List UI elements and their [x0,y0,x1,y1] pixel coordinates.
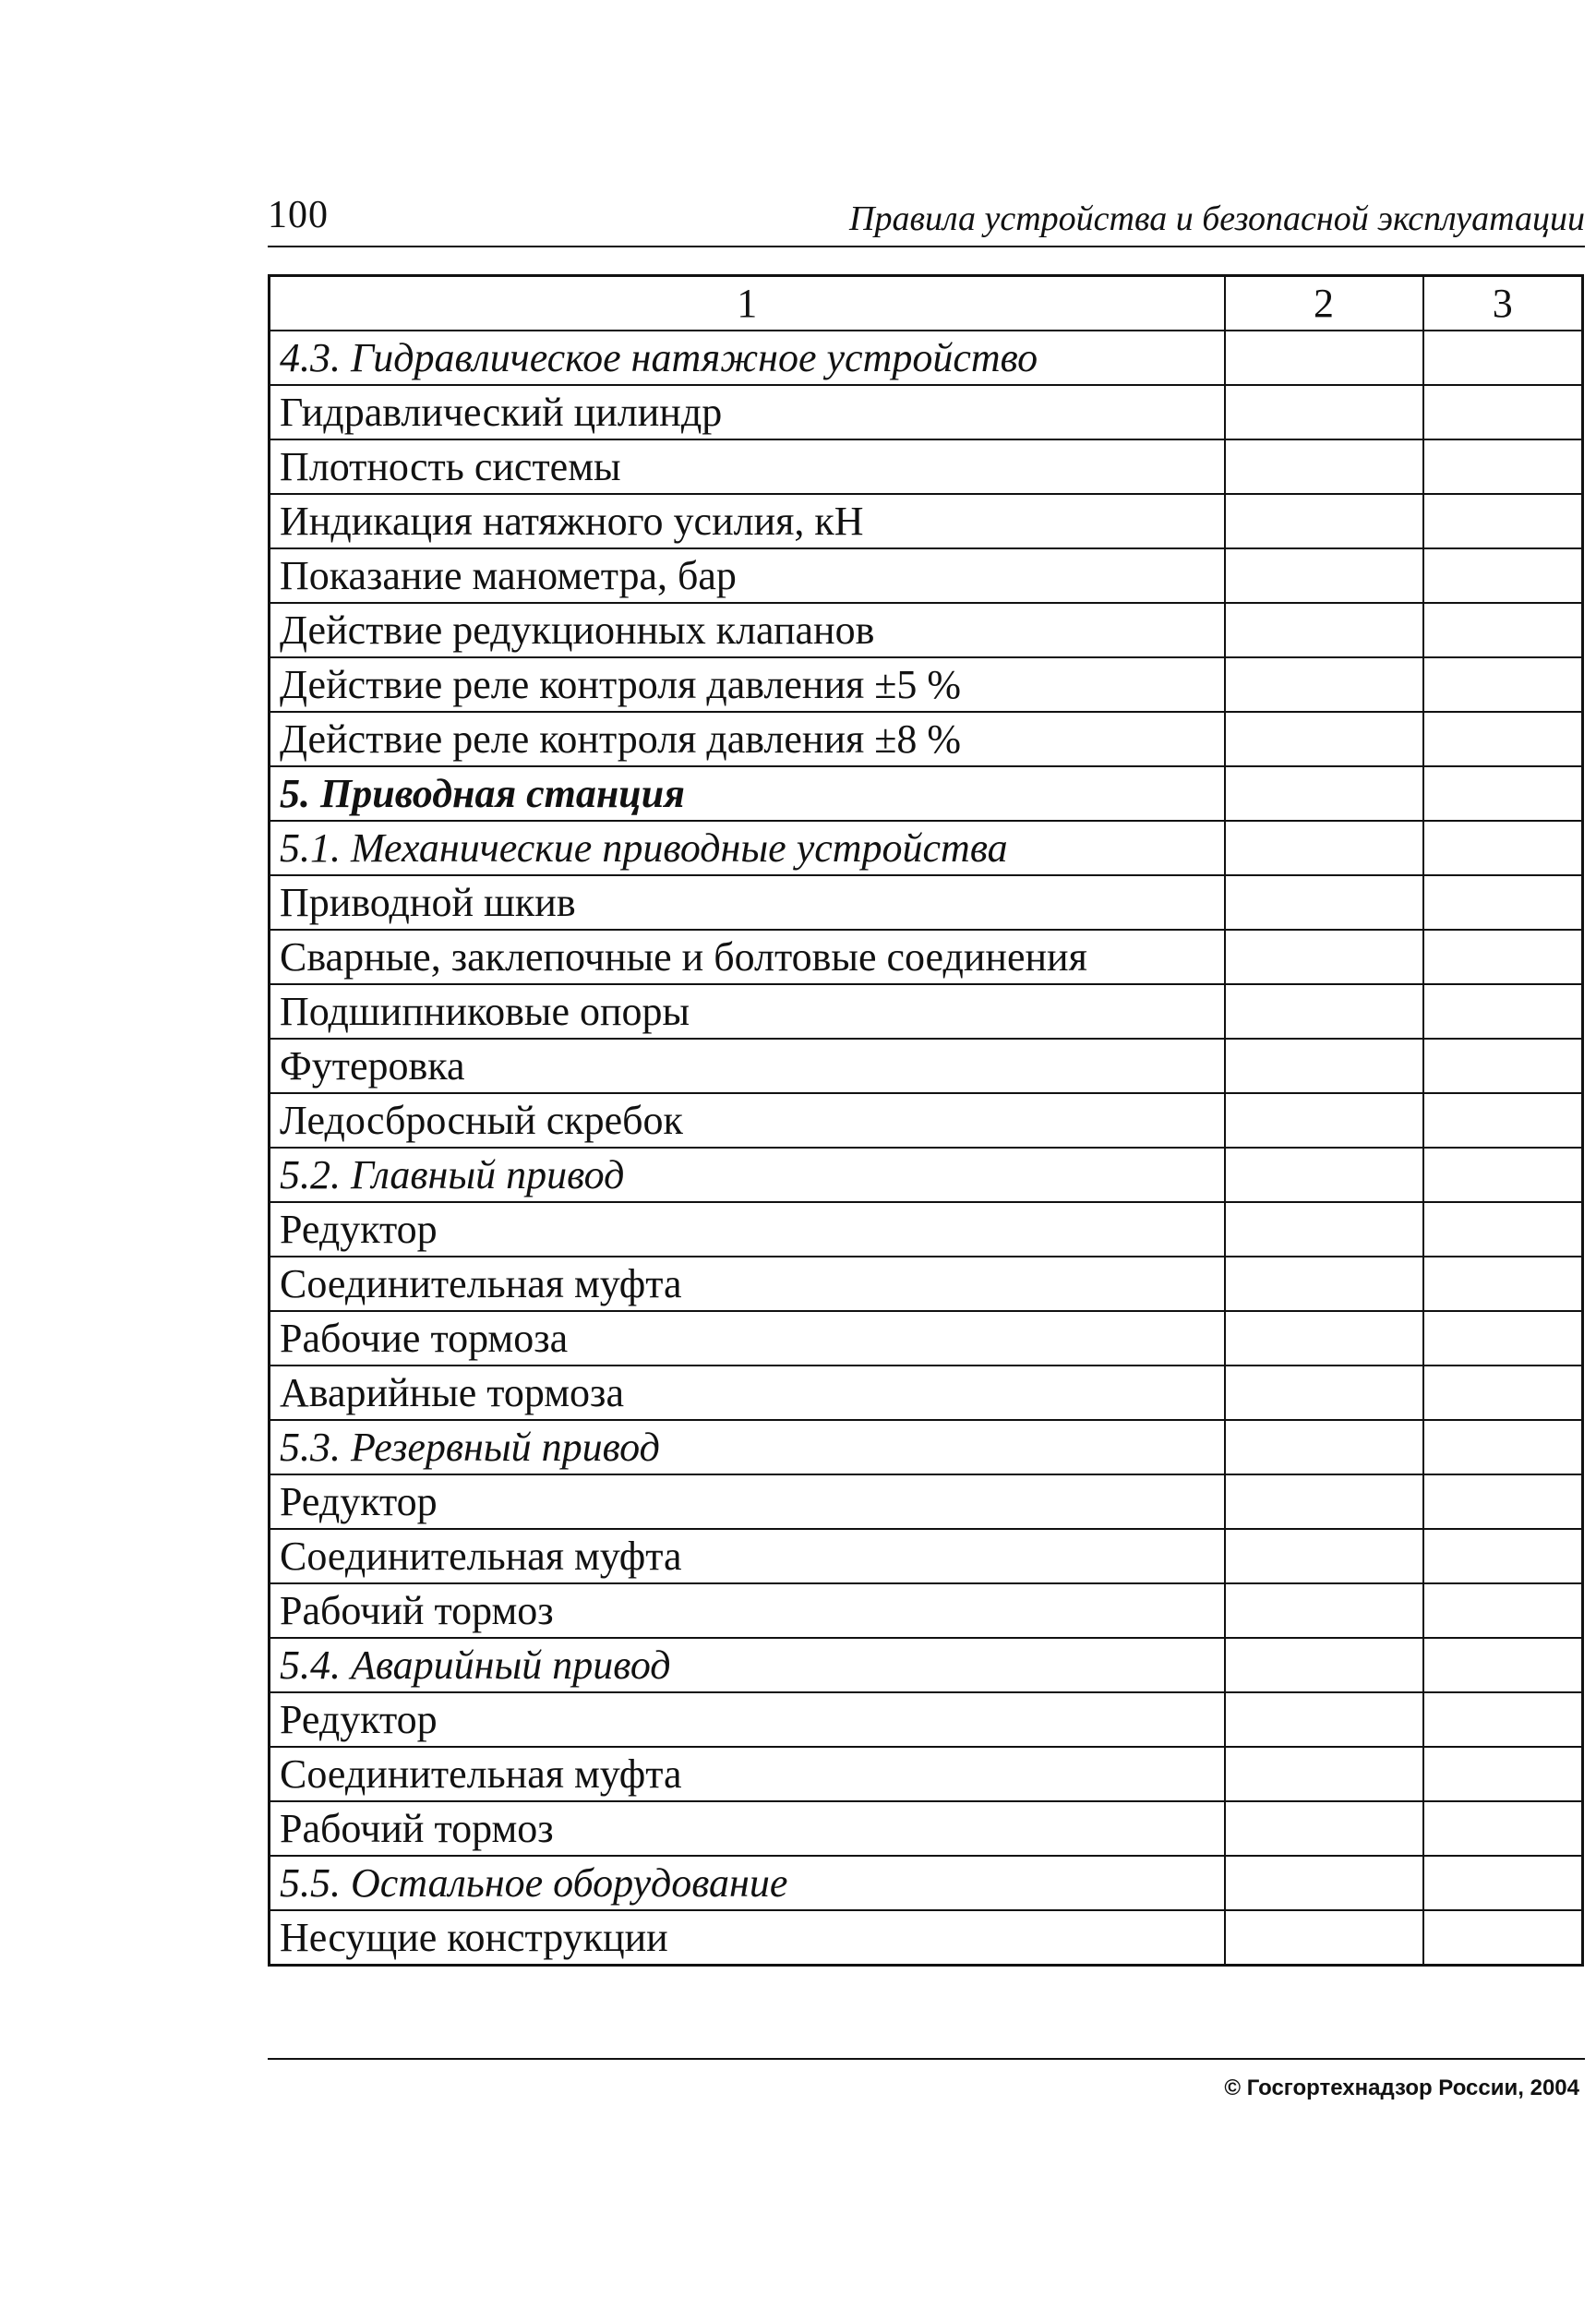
column-2-cell[interactable] [1225,1202,1423,1257]
table-row [270,712,1583,766]
column-3-cell[interactable] [1423,548,1583,603]
inspection-table [268,274,1584,1967]
column-2-cell[interactable] [1225,1311,1423,1366]
row-label: Подшипниковые опоры [270,984,1225,1039]
column-3-cell[interactable] [1423,1747,1583,1801]
table-row [270,548,1583,603]
column-3-cell[interactable] [1423,821,1583,875]
row-label: Гидравлический цилиндр [270,385,1225,439]
row-label: 4.3. Гидравлическое натяжное устройство [270,331,1225,385]
column-2-cell[interactable] [1225,1747,1423,1801]
header-rule [268,246,1585,247]
table-row [270,930,1583,984]
table-row [270,1910,1583,1966]
table-header [270,276,1583,331]
table-row [270,1638,1583,1692]
row-label: Аварийные тормоза [270,1366,1225,1420]
row-label: Показание манометра, бар [270,548,1225,603]
table-row [270,875,1583,930]
column-2-cell[interactable] [1225,494,1423,548]
table-row [270,1692,1583,1747]
column-3-cell[interactable] [1423,1202,1583,1257]
column-2-cell[interactable] [1225,821,1423,875]
table-row [270,1801,1583,1856]
column-2-cell[interactable] [1225,385,1423,439]
column-2-cell[interactable] [1225,331,1423,385]
row-label: 5. Приводная станция [270,766,1225,821]
table-row [270,1311,1583,1366]
column-2-cell[interactable] [1225,984,1423,1039]
column-header-2: 2 [1225,276,1423,331]
table-row [270,331,1583,385]
row-label: Плотность системы [270,439,1225,494]
row-label: Действие реле контроля давления ±5 % [270,657,1225,712]
column-3-cell[interactable] [1423,1856,1583,1910]
column-2-cell[interactable] [1225,1910,1423,1966]
column-3-cell[interactable] [1423,385,1583,439]
column-3-cell[interactable] [1423,766,1583,821]
table-row [270,1747,1583,1801]
row-label: Футеровка [270,1039,1225,1093]
row-label: Несущие конструкции [270,1910,1225,1966]
column-2-cell[interactable] [1225,1529,1423,1583]
table-row [270,1093,1583,1148]
row-label: Индикация натяжного усилия, кН [270,494,1225,548]
column-3-cell[interactable] [1423,930,1583,984]
column-2-cell[interactable] [1225,1583,1423,1638]
table-row [270,1420,1583,1474]
column-3-cell[interactable] [1423,1474,1583,1529]
column-3-cell[interactable] [1423,1148,1583,1202]
column-3-cell[interactable] [1423,1093,1583,1148]
column-3-cell[interactable] [1423,1910,1583,1966]
column-3-cell[interactable] [1423,439,1583,494]
table-row [270,1039,1583,1093]
column-3-cell[interactable] [1423,1366,1583,1420]
column-3-cell[interactable] [1423,1529,1583,1583]
column-2-cell[interactable] [1225,1148,1423,1202]
column-2-cell[interactable] [1225,930,1423,984]
column-2-cell[interactable] [1225,657,1423,712]
column-header-1: 1 [270,276,1225,331]
page-number: 100 [268,194,329,236]
row-label: 5.5. Остальное оборудование [270,1856,1225,1910]
column-3-cell[interactable] [1423,1420,1583,1474]
table-row [270,821,1583,875]
table-header-row [270,276,1583,331]
column-3-cell[interactable] [1423,657,1583,712]
row-label: Редуктор [270,1692,1225,1747]
row-label: Приводной шкив [270,875,1225,930]
column-2-cell[interactable] [1225,875,1423,930]
row-label: Сварные, заклепочные и болтовые соединения [270,930,1225,984]
column-3-cell[interactable] [1423,331,1583,385]
column-3-cell[interactable] [1423,1801,1583,1856]
row-label: Рабочий тормоз [270,1583,1225,1638]
table-row [270,494,1583,548]
column-2-cell[interactable] [1225,548,1423,603]
row-label: Редуктор [270,1202,1225,1257]
column-2-cell[interactable] [1225,1474,1423,1529]
column-3-cell[interactable] [1423,1583,1583,1638]
row-label: Соединительная муфта [270,1747,1225,1801]
row-label: Рабочие тормоза [270,1311,1225,1366]
table-row [270,766,1583,821]
row-label: 5.1. Механические приводные устройства [270,821,1225,875]
table-row [270,1202,1583,1257]
row-label: Соединительная муфта [270,1529,1225,1583]
row-label: 5.3. Резервный привод [270,1420,1225,1474]
table-row [270,1148,1583,1202]
column-2-cell[interactable] [1225,1638,1423,1692]
column-2-cell[interactable] [1225,439,1423,494]
table-row [270,1856,1583,1910]
column-header-3: 3 [1423,276,1583,331]
column-3-cell[interactable] [1423,712,1583,766]
row-label: Действие редукционных клапанов [270,603,1225,657]
row-label: 5.4. Аварийный привод [270,1638,1225,1692]
column-2-cell[interactable] [1225,1856,1423,1910]
column-2-cell[interactable] [1225,1692,1423,1747]
table-row [270,1257,1583,1311]
table-row [270,385,1583,439]
table-row [270,657,1583,712]
column-2-cell[interactable] [1225,1801,1423,1856]
column-3-cell[interactable] [1423,1257,1583,1311]
column-2-cell[interactable] [1225,1093,1423,1148]
row-label: Ледосбросный скребок [270,1093,1225,1148]
running-title: Правила устройства и безопасной эксплуатации [849,199,1585,238]
table-row [270,1583,1583,1638]
column-2-cell[interactable] [1225,1257,1423,1311]
column-2-cell[interactable] [1225,1420,1423,1474]
column-3-cell[interactable] [1423,875,1583,930]
column-2-cell[interactable] [1225,1039,1423,1093]
column-2-cell[interactable] [1225,766,1423,821]
table-row [270,1529,1583,1583]
table-row [270,1474,1583,1529]
footer-rule [268,2058,1585,2060]
column-3-cell[interactable] [1423,984,1583,1039]
column-3-cell[interactable] [1423,1638,1583,1692]
column-3-cell[interactable] [1423,603,1583,657]
table-row [270,984,1583,1039]
table-body [270,331,1583,1966]
column-3-cell[interactable] [1423,1039,1583,1093]
column-2-cell[interactable] [1225,712,1423,766]
row-label: Рабочий тормоз [270,1801,1225,1856]
table-row [270,603,1583,657]
column-3-cell[interactable] [1423,1692,1583,1747]
row-label: 5.2. Главный привод [270,1148,1225,1202]
column-2-cell[interactable] [1225,1366,1423,1420]
row-label: Действие реле контроля давления ±8 % [270,712,1225,766]
row-label: Редуктор [270,1474,1225,1529]
column-3-cell[interactable] [1423,1311,1583,1366]
column-3-cell[interactable] [1423,494,1583,548]
table-row [270,439,1583,494]
copyright-notice: © Госгортехнадзор России, 2004 [1224,2075,1579,2100]
table-row [270,1366,1583,1420]
column-2-cell[interactable] [1225,603,1423,657]
row-label: Соединительная муфта [270,1257,1225,1311]
